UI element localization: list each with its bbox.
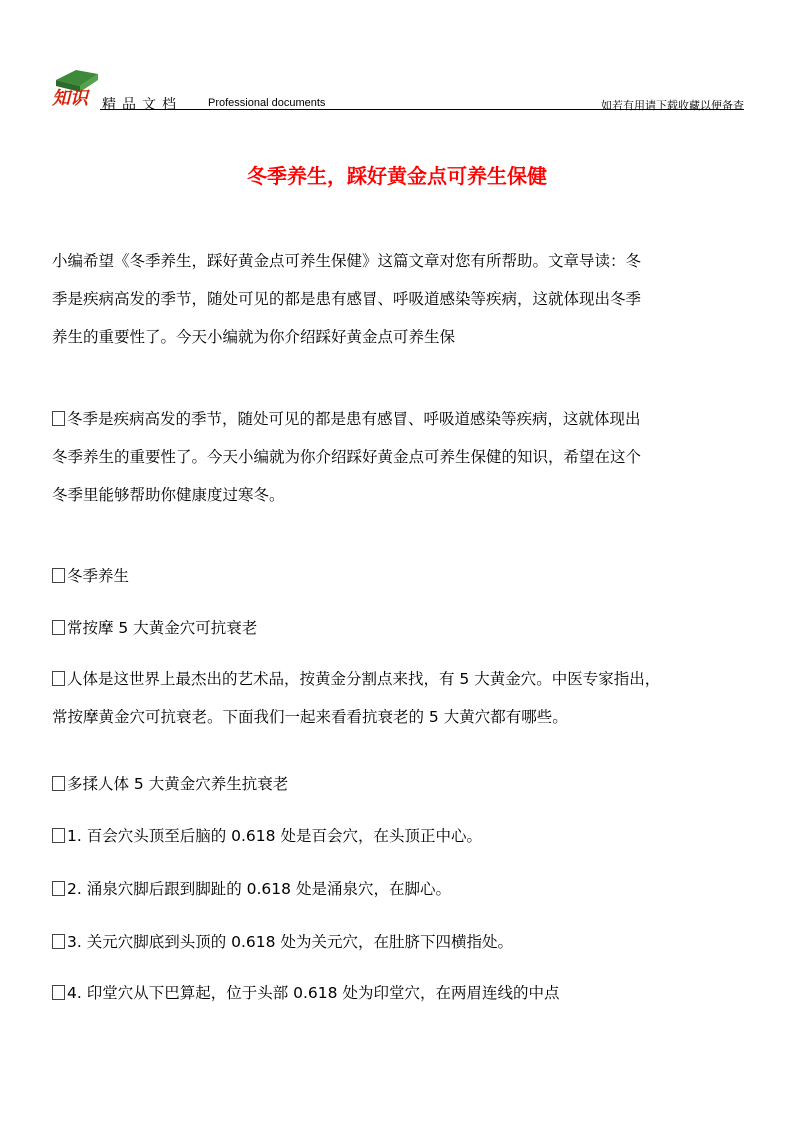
missing-glyph-box <box>52 671 65 686</box>
section-heading <box>52 563 764 590</box>
page-header <box>50 58 744 113</box>
list-item <box>52 980 764 1007</box>
missing-glyph-box <box>52 411 65 426</box>
text-line: 小编希望《冬季养生，踩好黄金点可养生保健》这篇文章对您有所帮助。文章导读：冬 <box>52 252 642 270</box>
text-line: 季是疾病高发的季节，随处可见的都是患有感冒、呼吸道感染等疾病，这就体现出冬季 <box>52 290 642 308</box>
list-item <box>52 929 764 956</box>
missing-glyph-box <box>52 985 65 1000</box>
text-line: 人体是这世界上最杰出的艺术品，按黄金分割点来找，有 5 大黄金穴。中医专家指出， <box>67 670 661 688</box>
text-line: 冬季养生的重要性了。今天小编就为你介绍踩好黄金点可养生保健的知识，希望在这个 <box>52 448 642 466</box>
text-line: 常按摩黄金穴可抗衰老。下面我们一起来看看抗衰老的 5 大黄穴都有哪些。 <box>52 708 568 726</box>
body-paragraph <box>52 406 764 509</box>
missing-glyph-box <box>52 568 65 583</box>
text-line: 常按摩 5 大黄金穴可抗衰老 <box>67 619 258 637</box>
missing-glyph-box <box>52 934 65 949</box>
body-paragraph <box>52 666 764 731</box>
header-divider <box>100 109 744 110</box>
missing-glyph-box <box>52 881 65 896</box>
missing-glyph-box <box>52 828 65 843</box>
text-line: 4. 印堂穴从下巴算起，位于头部 0.618 处为印堂穴，在两眉连线的中点 <box>67 984 560 1002</box>
missing-glyph-box <box>52 776 65 791</box>
text-line: 冬季养生 <box>67 567 130 585</box>
text-line: 1. 百会穴头顶至后脑的 0.618 处是百会穴，在头顶正中心。 <box>67 827 482 845</box>
svg-text:知识: 知识 <box>52 88 88 108</box>
text-line: 2. 涌泉穴脚后跟到脚趾的 0.618 处是涌泉穴，在脚心。 <box>67 880 451 898</box>
book-logo-icon <box>50 58 104 108</box>
list-item <box>52 823 764 850</box>
brand-english: Professional documents <box>208 97 326 109</box>
text-line: 冬季里能够帮助你健康度过寒冬。 <box>52 486 285 504</box>
header-note: 如若有用请下载收藏以便备查 <box>601 99 744 112</box>
text-line: 多揉人体 5 大黄金穴养生抗衰老 <box>67 775 289 793</box>
text-line: 养生的重要性了。今天小编就为你介绍踩好黄金点可养生保 <box>52 328 456 346</box>
section-heading <box>52 771 764 798</box>
intro-paragraph <box>52 248 764 351</box>
article-title: 冬季养生，踩好黄金点可养生保健 <box>247 164 547 188</box>
brand-name: 精品文档 <box>102 97 182 113</box>
section-heading <box>52 615 764 642</box>
text-line: 3. 关元穴脚底到头顶的 0.618 处为关元穴，在肚脐下四横指处。 <box>67 933 513 951</box>
text-line: 冬季是疾病高发的季节，随处可见的都是患有感冒、呼吸道感染等疾病，这就体现出 <box>67 410 641 428</box>
list-item <box>52 876 764 903</box>
missing-glyph-box <box>52 620 65 635</box>
